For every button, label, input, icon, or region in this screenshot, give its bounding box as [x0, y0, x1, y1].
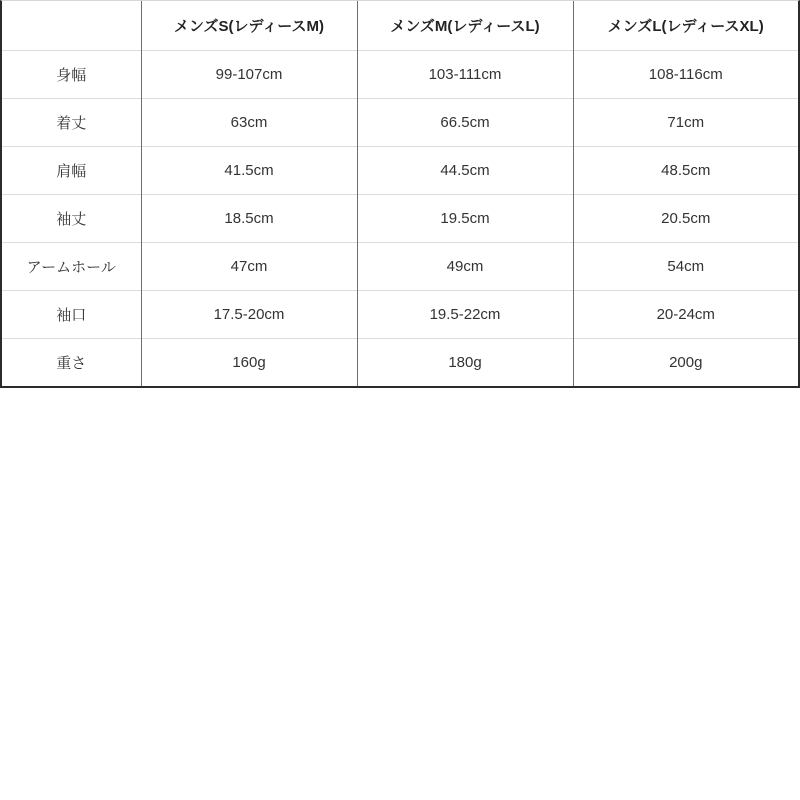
cell-value: 63cm	[141, 98, 357, 146]
row-label: 袖口	[2, 290, 141, 338]
table-row-length	[2, 98, 798, 146]
table-row-body-width	[2, 50, 798, 98]
cell-value: 47cm	[141, 242, 357, 290]
row-label: 袖丈	[2, 194, 141, 242]
cell-value: 18.5cm	[141, 194, 357, 242]
header-size-s: メンズS(レディースM)	[141, 1, 357, 50]
cell-value: 20.5cm	[573, 194, 798, 242]
table-row-armhole	[2, 242, 798, 290]
cell-value: 108-116cm	[573, 50, 798, 98]
cell-value: 54cm	[573, 242, 798, 290]
row-label: 着丈	[2, 98, 141, 146]
cell-value: 20-24cm	[573, 290, 798, 338]
cell-value: 200g	[573, 338, 798, 386]
table-row-sleeve-length	[2, 194, 798, 242]
row-label: 身幅	[2, 50, 141, 98]
cell-value: 44.5cm	[357, 146, 573, 194]
cell-value: 19.5-22cm	[357, 290, 573, 338]
cell-value: 48.5cm	[573, 146, 798, 194]
table-row-weight	[2, 338, 798, 386]
table-row-cuff	[2, 290, 798, 338]
cell-value: 66.5cm	[357, 98, 573, 146]
size-chart-table	[2, 1, 798, 386]
header-size-m: メンズM(レディースL)	[357, 1, 573, 50]
table-row-shoulder-width	[2, 146, 798, 194]
cell-value: 19.5cm	[357, 194, 573, 242]
row-label: 肩幅	[2, 146, 141, 194]
cell-value: 180g	[357, 338, 573, 386]
row-label: 重さ	[2, 338, 141, 386]
cell-value: 17.5-20cm	[141, 290, 357, 338]
cell-value: 49cm	[357, 242, 573, 290]
header-corner-cell	[2, 1, 141, 50]
cell-value: 71cm	[573, 98, 798, 146]
cell-value: 41.5cm	[141, 146, 357, 194]
header-size-l: メンズL(レディースXL)	[573, 1, 798, 50]
cell-value: 103-111cm	[357, 50, 573, 98]
row-label: アームホール	[2, 242, 141, 290]
table-header-row	[2, 1, 798, 50]
cell-value: 160g	[141, 338, 357, 386]
size-chart-frame	[0, 0, 800, 388]
cell-value: 99-107cm	[141, 50, 357, 98]
